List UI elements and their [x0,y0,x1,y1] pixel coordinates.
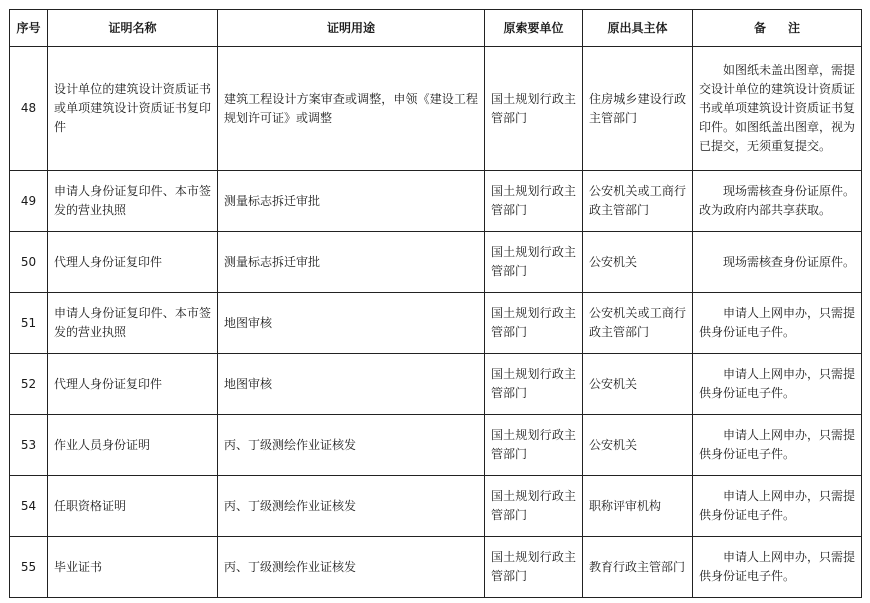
row-issuer: 公安机关或工商行政主管部门 [583,293,693,354]
table-row [10,47,862,171]
header-seq: 序号 [10,10,48,47]
row-seq: 55 [10,537,48,598]
row-remark: 申请人上网申办，只需提供身份证电子件。 [693,415,862,476]
row-name: 代理人身份证复印件 [48,354,218,415]
row-seq: 52 [10,354,48,415]
row-remark: 现场需核查身份证原件。 [693,232,862,293]
row-issuer: 公安机关 [583,232,693,293]
row-name: 设计单位的建筑设计资质证书或单项建筑设计资质证书复印件 [48,47,218,171]
row-name: 任职资格证明 [48,476,218,537]
header-requester: 原索要单位 [485,10,583,47]
row-purpose: 地图审核 [218,293,485,354]
row-purpose: 丙、丁级测绘作业证核发 [218,415,485,476]
table-row [10,415,862,476]
table-row [10,537,862,598]
row-requester: 国土规划行政主管部门 [485,171,583,232]
row-purpose: 建筑工程设计方案审查或调整，申领《建设工程规划许可证》或调整 [218,47,485,171]
table-row [10,171,862,232]
row-seq: 49 [10,171,48,232]
table-row [10,476,862,537]
row-requester: 国土规划行政主管部门 [485,354,583,415]
row-remark: 申请人上网申办，只需提供身份证电子件。 [693,476,862,537]
row-issuer: 公安机关 [583,415,693,476]
row-name: 代理人身份证复印件 [48,232,218,293]
table-header-row [10,10,862,47]
row-purpose: 丙、丁级测绘作业证核发 [218,537,485,598]
row-remark: 申请人上网申办，只需提供身份证电子件。 [693,537,862,598]
row-remark: 申请人上网申办，只需提供身份证电子件。 [693,354,862,415]
row-issuer: 公安机关 [583,354,693,415]
row-seq: 54 [10,476,48,537]
row-seq: 50 [10,232,48,293]
row-requester: 国土规划行政主管部门 [485,476,583,537]
table-row [10,232,862,293]
row-purpose: 测量标志拆迁审批 [218,171,485,232]
certificates-table [9,9,862,598]
row-name: 作业人员身份证明 [48,415,218,476]
row-purpose: 丙、丁级测绘作业证核发 [218,476,485,537]
row-purpose: 测量标志拆迁审批 [218,232,485,293]
row-name: 毕业证书 [48,537,218,598]
row-issuer: 教育行政主管部门 [583,537,693,598]
table-row [10,354,862,415]
header-name: 证明名称 [48,10,218,47]
row-remark: 如图纸未盖出图章，需提交设计单位的建筑设计资质证书或单项建筑设计资质证书复印件。如图纸盖出图章，视为已提交，无须重复提交。 [693,47,862,171]
row-name: 申请人身份证复印件、本市签发的营业执照 [48,293,218,354]
row-issuer: 住房城乡建设行政主管部门 [583,47,693,171]
row-requester: 国土规划行政主管部门 [485,293,583,354]
header-purpose: 证明用途 [218,10,485,47]
row-seq: 53 [10,415,48,476]
row-seq: 51 [10,293,48,354]
row-purpose: 地图审核 [218,354,485,415]
row-remark: 申请人上网申办，只需提供身份证电子件。 [693,293,862,354]
row-requester: 国土规划行政主管部门 [485,232,583,293]
header-remark: 备注 [693,10,862,47]
row-issuer: 公安机关或工商行政主管部门 [583,171,693,232]
row-seq: 48 [10,47,48,171]
row-issuer: 职称评审机构 [583,476,693,537]
row-requester: 国土规划行政主管部门 [485,415,583,476]
row-remark: 现场需核查身份证原件。改为政府内部共享获取。 [693,171,862,232]
table-row [10,293,862,354]
header-issuer: 原出具主体 [583,10,693,47]
row-requester: 国土规划行政主管部门 [485,47,583,171]
row-name: 申请人身份证复印件、本市签发的营业执照 [48,171,218,232]
row-requester: 国土规划行政主管部门 [485,537,583,598]
